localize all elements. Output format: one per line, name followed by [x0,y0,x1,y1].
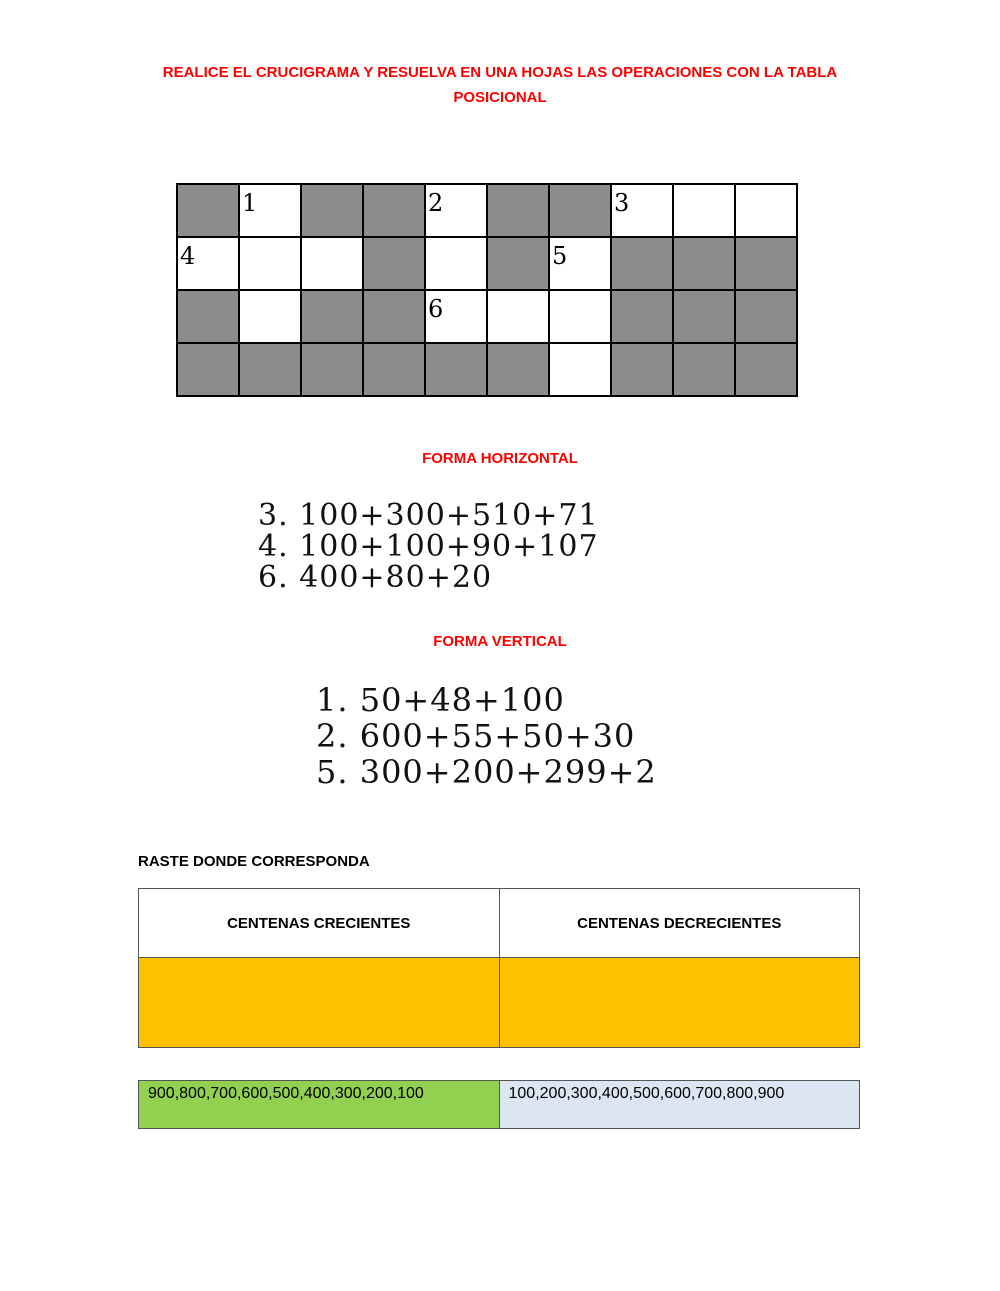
crossword-answer-cell[interactable] [611,184,673,237]
crossword-block-cell [363,237,425,290]
crossword-answer-cell[interactable] [487,290,549,343]
crossword-answer-cell[interactable] [239,237,301,290]
crossword-answer-cell[interactable] [301,237,363,290]
crossword-row [177,184,797,237]
horizontal-heading: FORMA HORIZONTAL [422,450,578,467]
crossword-answer-cell[interactable] [549,290,611,343]
crossword-answer-cell[interactable] [239,184,301,237]
clue-number: 2 [428,189,444,217]
crossword-block-cell [673,343,735,396]
crossword-block-cell [611,237,673,290]
clue-number: 1 [242,189,258,217]
crossword-block-cell [673,290,735,343]
crossword-answer-cell[interactable] [177,237,239,290]
crossword-block-cell [177,184,239,237]
crossword-block-cell [425,343,487,396]
crossword-block-cell [301,290,363,343]
crossword-answer-cell[interactable] [549,343,611,396]
crossword-answer-cell[interactable] [425,290,487,343]
horizontal-clue-3: 3. 100+300+510+71 [258,498,599,533]
crossword-block-cell [487,343,549,396]
vertical-clue-1: 1. 50+48+100 [316,681,565,719]
drop-zone-decrecientes[interactable] [499,958,860,1048]
crossword-block-cell [363,343,425,396]
crossword-block-cell [487,237,549,290]
crossword-block-cell [611,290,673,343]
crossword-answer-cell[interactable] [425,237,487,290]
crossword-block-cell [177,290,239,343]
draggable-option-ascending[interactable]: 100,200,300,400,500,600,700,800,900 [499,1081,860,1129]
crossword-block-cell [363,184,425,237]
crossword-answer-cell[interactable] [425,184,487,237]
crossword-block-cell [549,184,611,237]
centenas-table [138,888,860,1048]
vertical-heading: FORMA VERTICAL [433,633,567,650]
title-line-2: POSICIONAL [453,89,547,106]
crossword-block-cell [735,290,797,343]
vertical-operations [316,682,657,790]
crossword-block-cell [301,184,363,237]
crossword-block-cell [239,343,301,396]
drag-options-table [138,1080,860,1129]
crossword-row [177,343,797,396]
crossword-answer-cell[interactable] [673,184,735,237]
crossword-answer-cell[interactable] [239,290,301,343]
drop-zone-crecientes[interactable] [139,958,500,1048]
crossword-block-cell [301,343,363,396]
clue-number: 5 [552,242,568,270]
drag-instruction: RASTE DONDE CORRESPONDA [138,853,370,870]
horizontal-operations [258,500,599,593]
crossword-block-cell [487,184,549,237]
draggable-option-descending[interactable]: 900,800,700,600,500,400,300,200,100 [139,1081,500,1129]
worksheet-title [150,60,850,110]
header-crecientes: CENTENAS CRECIENTES [139,889,500,958]
header-decrecientes: CENTENAS DECRECIENTES [499,889,860,958]
title-line-1: REALICE EL CRUCIGRAMA Y RESUELVA EN UNA HOJAS LAS OPERACIONES CON LA TABLA [162,64,838,81]
crossword-row [177,237,797,290]
crossword-block-cell [363,290,425,343]
crossword-answer-cell[interactable] [549,237,611,290]
vertical-clue-2: 2. 600+55+50+30 [316,717,636,755]
clue-number: 3 [614,189,630,217]
horizontal-clue-6: 6. 400+80+20 [258,560,493,595]
horizontal-clue-4: 4. 100+100+90+107 [258,529,599,564]
crossword-row [177,290,797,343]
vertical-clue-5: 5. 300+200+299+2 [316,753,657,791]
crossword-block-cell [177,343,239,396]
crossword-block-cell [611,343,673,396]
clue-number: 6 [428,295,444,323]
crossword-block-cell [673,237,735,290]
crossword-block-cell [735,237,797,290]
clue-number: 4 [180,242,196,270]
crossword-grid [176,183,798,397]
crossword-block-cell [735,343,797,396]
crossword-answer-cell[interactable] [735,184,797,237]
